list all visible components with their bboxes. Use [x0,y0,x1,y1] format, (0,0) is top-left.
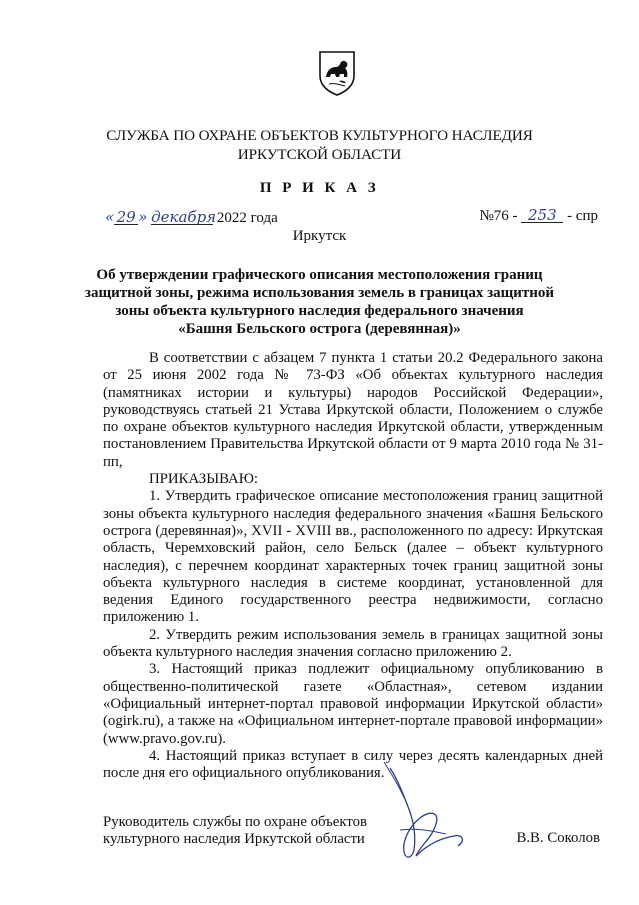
date-year: 2022 года [216,210,278,226]
date-line [105,208,278,227]
heading-line-1: Об утверждении графического описания местоположения границ [96,267,543,283]
date-month: декабря [151,208,217,226]
order-number-prefix: №76 - [479,208,518,224]
agency-line-2: ИРКУТСКОЙ ОБЛАСТИ [237,146,402,163]
order-number-suffix: - спр [567,208,598,224]
order-word: ПРИКАЗЫВАЮ: [149,471,259,488]
signatory-position [103,814,367,848]
document-type-title: П Р И К А З [259,180,380,196]
order-number-hand: 253 [521,208,563,223]
irkutsk-coat-of-arms-icon [317,50,357,96]
item-2-paragraph: 2. Утвердить режим использования земель в границах защитной зоны объекта культурного наследия значения согласно приложению 2. [103,626,603,661]
item-3-paragraph: 3. Настоящий приказ подлежит официальному опубликованию в общественно-политической газете «Областная», сетевом издании «Официальный интернет-портал правовой информации Иркутской области» (ogirk.ru), а также на «Официальном интернет-портале правовой информации» (www.pravo.gov.ru). [103,661,603,747]
item-4-paragraph: 4. Настоящий приказ вступает в силу через десять календарных дней после дня его официального опубликования. [103,747,603,782]
signatory-position-line-2: культурного наследия Иркутской области [103,831,365,847]
order-body [103,350,603,782]
heading-line-3: зоны объекта культурного наследия федерального значения [115,303,524,319]
heading-line-2: защитной зоны, режима использования земель в границах защитной [84,285,555,301]
preamble-paragraph: В соответствии с абзацем 7 пункта 1 статьи 20.2 Федерального закона от 25 июня 2002 года № 73-ФЗ «Об объектах культурного наследия (памятниках истории и культуры) народов Российской Федерации», руководствуясь статьей 21 Устава Иркутской области, Положением о службе по охране объектов культурного наследия Иркутской области, утвержденным постановлением Правительства Иркутской области от 9 марта 2010 года № 31-пп, [103,350,603,470]
date-quote-close: » [138,208,148,226]
city-name: Иркутск [292,228,347,244]
agency-line-1: СЛУЖБА ПО ОХРАНЕ ОБЪЕКТОВ КУЛЬТУРНОГО НАСЛЕДИЯ [106,127,533,144]
signatory-name: В.В. Соколов [516,830,600,846]
heading-line-4: «Башня Бельского острога (деревянная)» [178,321,461,337]
handwritten-signature-icon [370,760,490,870]
item-1-paragraph: 1. Утвердить графическое описание местоположения границ защитной зоны объекта культурного наследия федерального значения «Башня Бельского острога (деревянная)», XVII - XVIII вв., расположенного по адресу: Иркутская область, Черемховский район, село Бельск (далее – объект культурного наследия), с перечнем координат характерных точек границ защитной зоны объекта культурного наследия в системе координат, установленной для ведения Единого государственного реестра недвижимости, согласно приложению 1. [103,488,603,626]
order-heading [0,266,639,338]
date-day: 29 [114,210,138,225]
agency-name [0,126,639,164]
order-number [480,208,599,225]
signatory-position-line-1: Руководитель службы по охране объектов [103,814,368,830]
date-quote-open: « [105,208,115,226]
